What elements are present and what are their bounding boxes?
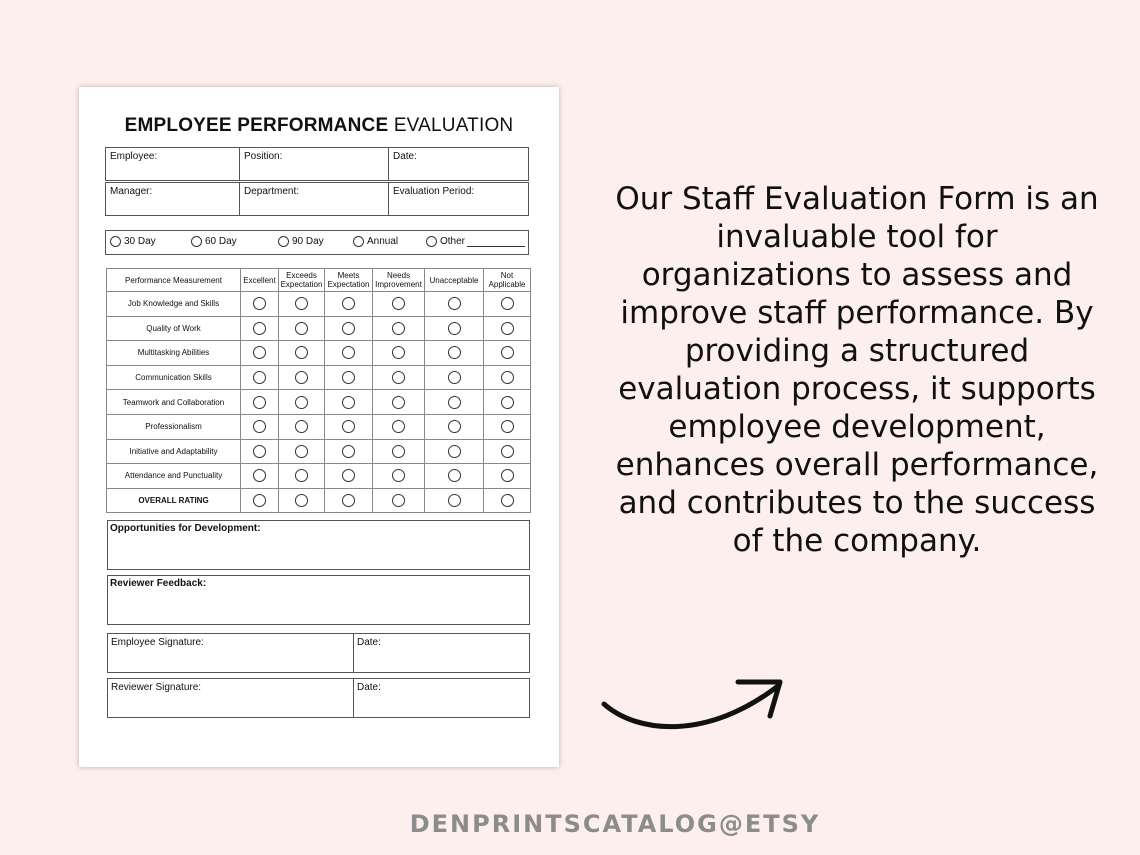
- rating-radio-button[interactable]: [448, 371, 461, 384]
- rating-cell: [373, 464, 425, 489]
- rating-cell: [241, 365, 279, 390]
- period-option-annual[interactable]: Annual: [353, 236, 398, 247]
- rating-radio-button[interactable]: [501, 420, 514, 433]
- form-page: [79, 87, 559, 767]
- rating-radio-button[interactable]: [448, 420, 461, 433]
- radio-circle-icon: [353, 236, 364, 247]
- rating-radio-button[interactable]: [342, 420, 355, 433]
- rating-cell: [325, 292, 373, 317]
- rating-row: [107, 464, 531, 489]
- rating-cell: [325, 414, 373, 439]
- rating-cell: [241, 464, 279, 489]
- rating-radio-button[interactable]: [448, 297, 461, 310]
- rating-row-label: Communication Skills: [107, 365, 241, 390]
- rating-cell: [425, 390, 484, 415]
- rating-cell: [373, 390, 425, 415]
- rating-radio-button[interactable]: [501, 297, 514, 310]
- rating-row-label: Job Knowledge and Skills: [107, 292, 241, 317]
- header-not-applicable: Not Applicable: [484, 269, 531, 292]
- date-field[interactable]: Date:: [393, 151, 417, 162]
- rating-radio-button[interactable]: [392, 420, 405, 433]
- rating-radio-button[interactable]: [295, 445, 308, 458]
- rating-header-row: [107, 269, 531, 292]
- rating-radio-button[interactable]: [392, 371, 405, 384]
- rating-table: [106, 268, 531, 513]
- rating-cell: [279, 316, 325, 341]
- rating-row: [107, 292, 531, 317]
- rating-radio-button[interactable]: [501, 371, 514, 384]
- header-exceeds-expectation: Exceeds Expectation: [279, 269, 325, 292]
- rating-radio-button[interactable]: [448, 346, 461, 359]
- other-blank-line[interactable]: [467, 236, 525, 247]
- rating-row-label: Attendance and Punctuality: [107, 464, 241, 489]
- overall-rating-row: [107, 488, 531, 513]
- rating-cell: [279, 292, 325, 317]
- rating-cell: [425, 292, 484, 317]
- rating-cell: [325, 390, 373, 415]
- rating-cell: [241, 292, 279, 317]
- rating-cell: [484, 390, 531, 415]
- period-option-90-day[interactable]: 90 Day: [278, 236, 324, 247]
- rating-row-label: Quality of Work: [107, 316, 241, 341]
- rating-cell: [325, 439, 373, 464]
- reviewer-signature-row: [107, 678, 530, 718]
- reviewer-signature-date[interactable]: Date:: [357, 682, 381, 693]
- rating-cell: [484, 414, 531, 439]
- header-performance-measurement: Performance Measurement: [107, 269, 241, 292]
- form-title: EMPLOYEE PERFORMANCE EVALUATION: [124, 115, 514, 136]
- rating-radio-button[interactable]: [253, 371, 266, 384]
- rating-radio-button[interactable]: [253, 469, 266, 482]
- rating-radio-button[interactable]: [501, 346, 514, 359]
- rating-radio-button[interactable]: [295, 322, 308, 335]
- rating-row: [107, 316, 531, 341]
- rating-radio-button[interactable]: [501, 494, 514, 507]
- rating-radio-button[interactable]: [342, 396, 355, 409]
- rating-radio-button[interactable]: [392, 469, 405, 482]
- employee-signature-date[interactable]: Date:: [357, 637, 381, 648]
- rating-cell: [325, 341, 373, 366]
- curved-arrow-icon: [598, 672, 798, 742]
- rating-cell: [241, 341, 279, 366]
- feedback-box[interactable]: [107, 575, 530, 625]
- rating-row: [107, 414, 531, 439]
- header-unacceptable: Unacceptable: [425, 269, 484, 292]
- rating-radio-button[interactable]: [501, 322, 514, 335]
- rating-radio-button[interactable]: [342, 346, 355, 359]
- rating-cell: [373, 488, 425, 513]
- rating-cell: [425, 414, 484, 439]
- period-option-30-day[interactable]: 30 Day: [110, 236, 156, 247]
- rating-radio-button[interactable]: [342, 297, 355, 310]
- rating-cell: [484, 341, 531, 366]
- rating-cell: [425, 365, 484, 390]
- position-field[interactable]: Position:: [240, 148, 389, 180]
- info-row-2: [105, 182, 529, 216]
- rating-radio-button[interactable]: [295, 297, 308, 310]
- rating-radio-button[interactable]: [253, 297, 266, 310]
- rating-cell: [484, 316, 531, 341]
- rating-row: [107, 439, 531, 464]
- feedback-label: Reviewer Feedback:: [110, 578, 207, 589]
- description-text: Our Staff Evaluation Form is an invaluable tool for organizations to assess and improve staff performance. By providing a structured evaluation process, it supports employee development, enhances overall performance, and contributes to the success of the company.: [615, 181, 1099, 559]
- rating-radio-button[interactable]: [253, 396, 266, 409]
- info-row-1: [105, 147, 529, 181]
- period-option-60-day[interactable]: 60 Day: [191, 236, 237, 247]
- rating-cell: [241, 439, 279, 464]
- manager-field[interactable]: Manager:: [106, 183, 240, 215]
- rating-radio-button[interactable]: [448, 396, 461, 409]
- rating-radio-button[interactable]: [392, 322, 405, 335]
- rating-row: [107, 341, 531, 366]
- opportunities-box[interactable]: [107, 520, 530, 570]
- rating-cell: [373, 341, 425, 366]
- rating-radio-button[interactable]: [253, 445, 266, 458]
- rating-cell: [484, 464, 531, 489]
- rating-radio-button[interactable]: [342, 494, 355, 507]
- rating-radio-button[interactable]: [295, 469, 308, 482]
- rating-radio-button[interactable]: [392, 494, 405, 507]
- rating-row: [107, 390, 531, 415]
- rating-row-label: Multitasking Abilities: [107, 341, 241, 366]
- rating-cell: [279, 464, 325, 489]
- radio-circle-icon: [426, 236, 437, 247]
- evaluation-period-field[interactable]: Evaluation Period:: [393, 186, 475, 197]
- rating-row-label: OVERALL RATING: [107, 488, 241, 513]
- rating-cell: [425, 341, 484, 366]
- rating-row-label: Professionalism: [107, 414, 241, 439]
- rating-radio-button[interactable]: [253, 494, 266, 507]
- employee-signature-field[interactable]: Employee Signature:: [108, 634, 354, 672]
- rating-radio-button[interactable]: [342, 445, 355, 458]
- rating-cell: [373, 414, 425, 439]
- rating-radio-button[interactable]: [448, 494, 461, 507]
- rating-cell: [325, 365, 373, 390]
- rating-radio-button[interactable]: [295, 420, 308, 433]
- rating-radio-button[interactable]: [392, 297, 405, 310]
- rating-row: [107, 365, 531, 390]
- rating-cell: [425, 439, 484, 464]
- header-excellent: Excellent: [241, 269, 279, 292]
- rating-radio-button[interactable]: [501, 469, 514, 482]
- rating-cell: [279, 414, 325, 439]
- rating-row-label: Teamwork and Collaboration: [107, 390, 241, 415]
- rating-radio-button[interactable]: [342, 322, 355, 335]
- radio-circle-icon: [278, 236, 289, 247]
- rating-cell: [325, 464, 373, 489]
- rating-radio-button[interactable]: [448, 322, 461, 335]
- rating-radio-button[interactable]: [253, 322, 266, 335]
- rating-radio-button[interactable]: [253, 420, 266, 433]
- rating-radio-button[interactable]: [448, 469, 461, 482]
- rating-cell: [241, 414, 279, 439]
- rating-cell: [484, 292, 531, 317]
- radio-circle-icon: [110, 236, 121, 247]
- period-option-other[interactable]: Other: [426, 236, 525, 247]
- rating-cell: [425, 464, 484, 489]
- rating-cell: [325, 488, 373, 513]
- rating-cell: [279, 488, 325, 513]
- rating-radio-button[interactable]: [501, 445, 514, 458]
- rating-cell: [373, 365, 425, 390]
- rating-cell: [279, 365, 325, 390]
- footer-shop-name: DENPRINTSCATALOG@ETSY: [409, 810, 821, 838]
- rating-cell: [373, 292, 425, 317]
- period-options: [105, 230, 529, 255]
- employee-field[interactable]: Employee:: [106, 148, 240, 180]
- rating-radio-button[interactable]: [392, 445, 405, 458]
- rating-radio-button[interactable]: [295, 494, 308, 507]
- employee-signature-row: [107, 633, 530, 673]
- rating-cell: [484, 439, 531, 464]
- rating-cell: [241, 316, 279, 341]
- rating-cell: [373, 439, 425, 464]
- rating-radio-button[interactable]: [295, 346, 308, 359]
- header-meets-expectation: Meets Expectation: [325, 269, 373, 292]
- opportunities-label: Opportunities for Development:: [110, 523, 261, 534]
- rating-radio-button[interactable]: [448, 445, 461, 458]
- rating-row-label: Initiative and Adaptability: [107, 439, 241, 464]
- radio-circle-icon: [191, 236, 202, 247]
- rating-cell: [373, 316, 425, 341]
- rating-cell: [241, 390, 279, 415]
- rating-radio-button[interactable]: [342, 371, 355, 384]
- rating-cell: [241, 488, 279, 513]
- rating-radio-button[interactable]: [392, 396, 405, 409]
- rating-cell: [279, 341, 325, 366]
- rating-radio-button[interactable]: [295, 371, 308, 384]
- rating-cell: [279, 390, 325, 415]
- department-field[interactable]: Department:: [240, 183, 389, 215]
- rating-radio-button[interactable]: [295, 396, 308, 409]
- reviewer-signature-field[interactable]: Reviewer Signature:: [108, 679, 354, 717]
- rating-cell: [425, 488, 484, 513]
- rating-cell: [484, 488, 531, 513]
- rating-cell: [325, 316, 373, 341]
- rating-cell: [425, 316, 484, 341]
- rating-radio-button[interactable]: [253, 346, 266, 359]
- rating-radio-button[interactable]: [392, 346, 405, 359]
- rating-radio-button[interactable]: [501, 396, 514, 409]
- rating-radio-button[interactable]: [342, 469, 355, 482]
- rating-cell: [484, 365, 531, 390]
- rating-cell: [279, 439, 325, 464]
- header-needs-improvement: Needs Improvement: [373, 269, 425, 292]
